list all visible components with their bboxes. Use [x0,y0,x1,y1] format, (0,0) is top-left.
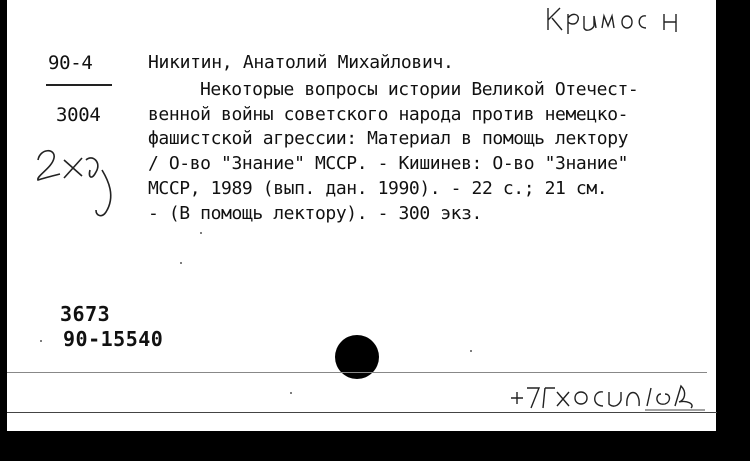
scan-edge-right [716,0,750,461]
scan-speck [180,262,182,264]
scan-speck [200,232,202,234]
handwritten-left-text: 2xx [30,140,32,141]
body-line: - (В помощь лектору). - 300 экз. [148,203,482,224]
scan-speck [40,340,42,342]
record-number: 90-15540 [63,327,164,351]
scan-rule [7,372,707,373]
handwritten-bottom-text: +71хосичв [505,378,511,379]
body-line: фашистской агрессии: Материал в помощь лектору [148,128,629,149]
call-number: 3004 [56,104,101,126]
scan-edge-bottom [0,431,750,461]
body-line: Некоторые вопросы истории Великой Отечест- [200,79,639,100]
handwritten-note-top [540,0,710,40]
body-line: венной войны советского народа против немецко- [148,104,629,125]
handwritten-mark-left [30,140,130,230]
body-line: / О-во "Знание" МССР. - Кишинев: О-во "Знание" [148,153,629,174]
author-heading: Никитин, Анатолий Михайлович. [148,52,454,73]
classification-underline [46,84,112,86]
scan-speck [290,392,292,394]
accession-number: 3673 [60,302,111,326]
handwritten-top-text: крилос н [540,0,545,1]
scan-speck [470,350,472,352]
handwritten-signature [505,378,715,418]
classification-number: 90-4 [48,52,93,74]
scan-edge-left [0,0,7,432]
body-line: МССР, 1989 (вып. дан. 1990). - 22 с.; 21 см. [148,178,608,199]
